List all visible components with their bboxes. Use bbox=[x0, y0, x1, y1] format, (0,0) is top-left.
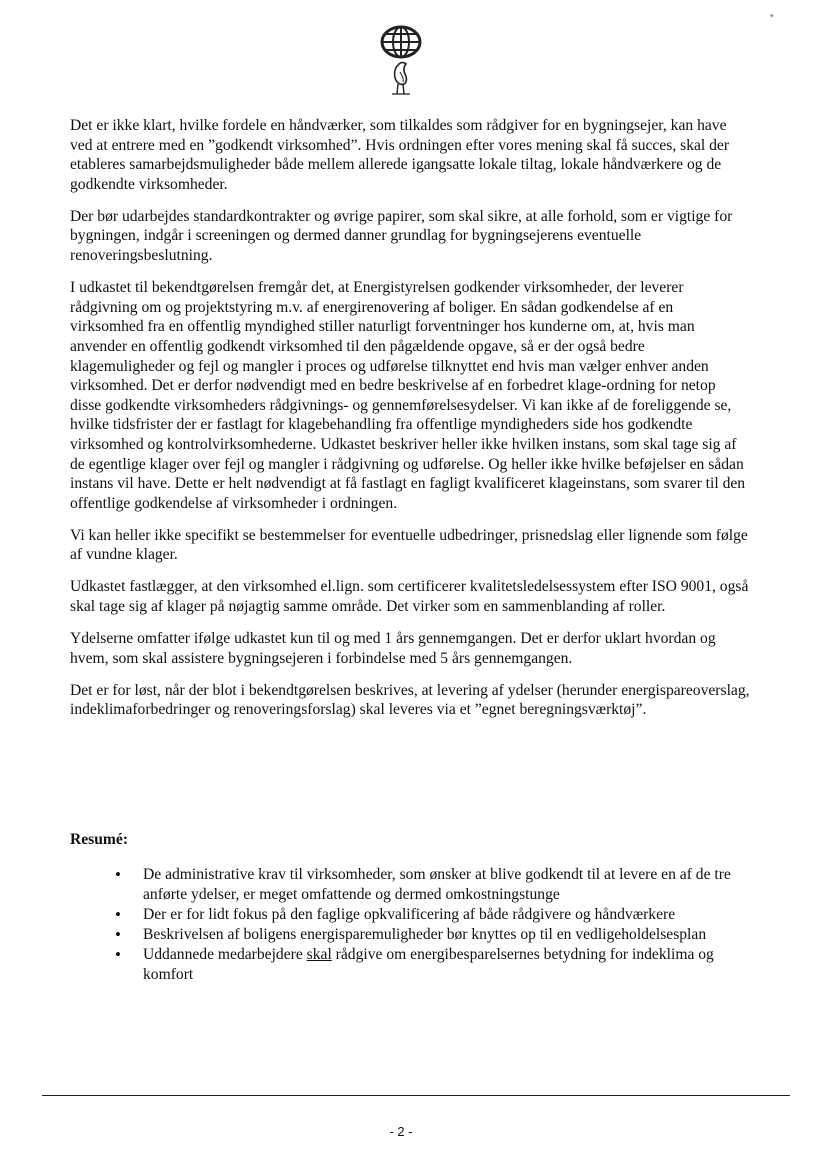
list-item-text: Uddannede medarbejdere bbox=[143, 946, 307, 963]
list-item: • De administrative krav til virksomheder, som ønsker at blive godkendt til at levere en af de tre anførte ydelser, er meget omfattende og dermed omkostningstunge bbox=[112, 865, 752, 905]
paragraph: Udkastet fastlægger, at den virksomhed el.lign. som certificerer kvalitetsledelsessystem efter ISO 9001, også skal tage sig af klager på nøjagtig samme område. Det virker som en sammenblanding af roller. bbox=[70, 578, 749, 616]
paragraph: Det er for løst, når der blot i bekendtgørelsen beskrives, at levering af ydelser (herunder energispareoverslag, indeklimaforbedringer og renoveringsforslag) skal leveres via et ”egnet beregningsværktøj”. bbox=[70, 681, 750, 719]
page-number: - 2 - bbox=[389, 1124, 413, 1139]
paragraph: Det er ikke klart, hvilke fordele en håndværker, som tilkaldes som rådgiver for en bygningsejer, kan have ved at entrere med en ”godkendt virksomhed”. Hvis ordningen efter vores mening skal få succes, skal der etableres samarbejdsmuligheder både mellem allerede igangsatte lokale tiltag, lokale håndværkere og de godkendte virksomheder. bbox=[70, 117, 730, 193]
paragraph: Der bør udarbejdes standardkontrakter og øvrige papirer, som skal sikre, at alle forhold, som er vigtige for bygningen, indgår i screeningen og dermed danner grundlag for bygningsejerens eventuelle renoveringsbeslutning. bbox=[70, 207, 733, 265]
paragraph: Ydelserne omfatter ifølge udkastet kun til og med 1 års gennemgangen. Det er derfor uklart hvordan og hvem, som skal assistere bygningsejeren i forbindelse med 5 års gennemgangen. bbox=[70, 630, 716, 667]
resume-list bbox=[112, 865, 752, 985]
scan-corner-mark: ▾ bbox=[770, 12, 774, 20]
paragraph: Vi kan heller ikke specifikt se bestemmelser for eventuelle udbedringer, prisnedslag eller lignende som følge af vundne klager. bbox=[70, 526, 748, 564]
paragraph: I udkastet til bekendtgørelsen fremgår det, at Energistyrelsen godkender virksomheder, der leverer rådgivning om og projektstyring m.v. af energirenovering af boliger. En sådan godkendelse af en virksomhed fra en offentlig myndighed stiller naturligt forventninger hos kunderne om, at, hvis man anvender en offentlig godkendt virksomhed til den pågældende opgave, så er der også bedre klagemuligheder og fejl og mangler i proces og udførelse tilknyttet end hvis man vælger enhver anden virksomhed. Det er derfor nødvendigt med en bedre beskrivelse af en forbedret klage-ordning for netop disse godkendte virksomheders rådgivnings- og gennemførelsesydelser. Vi kan ikke af de foreliggende se, hvilke tidsfrister der er fastlagt for klagebehandling fra offentlige myndigheders side hos godkendte virksomhed og kontrolvirksomhederne. Udkastet beskriver heller ikke hvilken instans, som skal tage sig af de egentlige klager over fejl og mangler i rådgivning og udførelse. Og heller ikke hvilke beføjelser en sådan instans vil have. Dette er helt nødvendigt at få fastlagt en fagligt kvalificeret klageinstans, som svarer til den offentlige godkendelse af virksomheder i ordningen. bbox=[70, 279, 746, 512]
list-item bbox=[112, 945, 752, 985]
list-item: • Der er for lidt fokus på den faglige opkvalificering af både rådgivere og håndværkere bbox=[112, 905, 752, 925]
globe-bird-logo-icon bbox=[378, 24, 424, 98]
footer-divider bbox=[42, 1095, 790, 1096]
resume-heading: Resumé: bbox=[70, 831, 129, 848]
underlined-word: skal bbox=[306, 946, 332, 963]
list-item-text: rådgive om energibesparelsernes betydning for indeklima og komfort bbox=[143, 946, 714, 983]
list-item: • Beskrivelsen af boligens energisparemuligheder bør knyttes op til en vedligeholdelsesplan bbox=[112, 925, 752, 945]
document-body bbox=[70, 116, 750, 733]
